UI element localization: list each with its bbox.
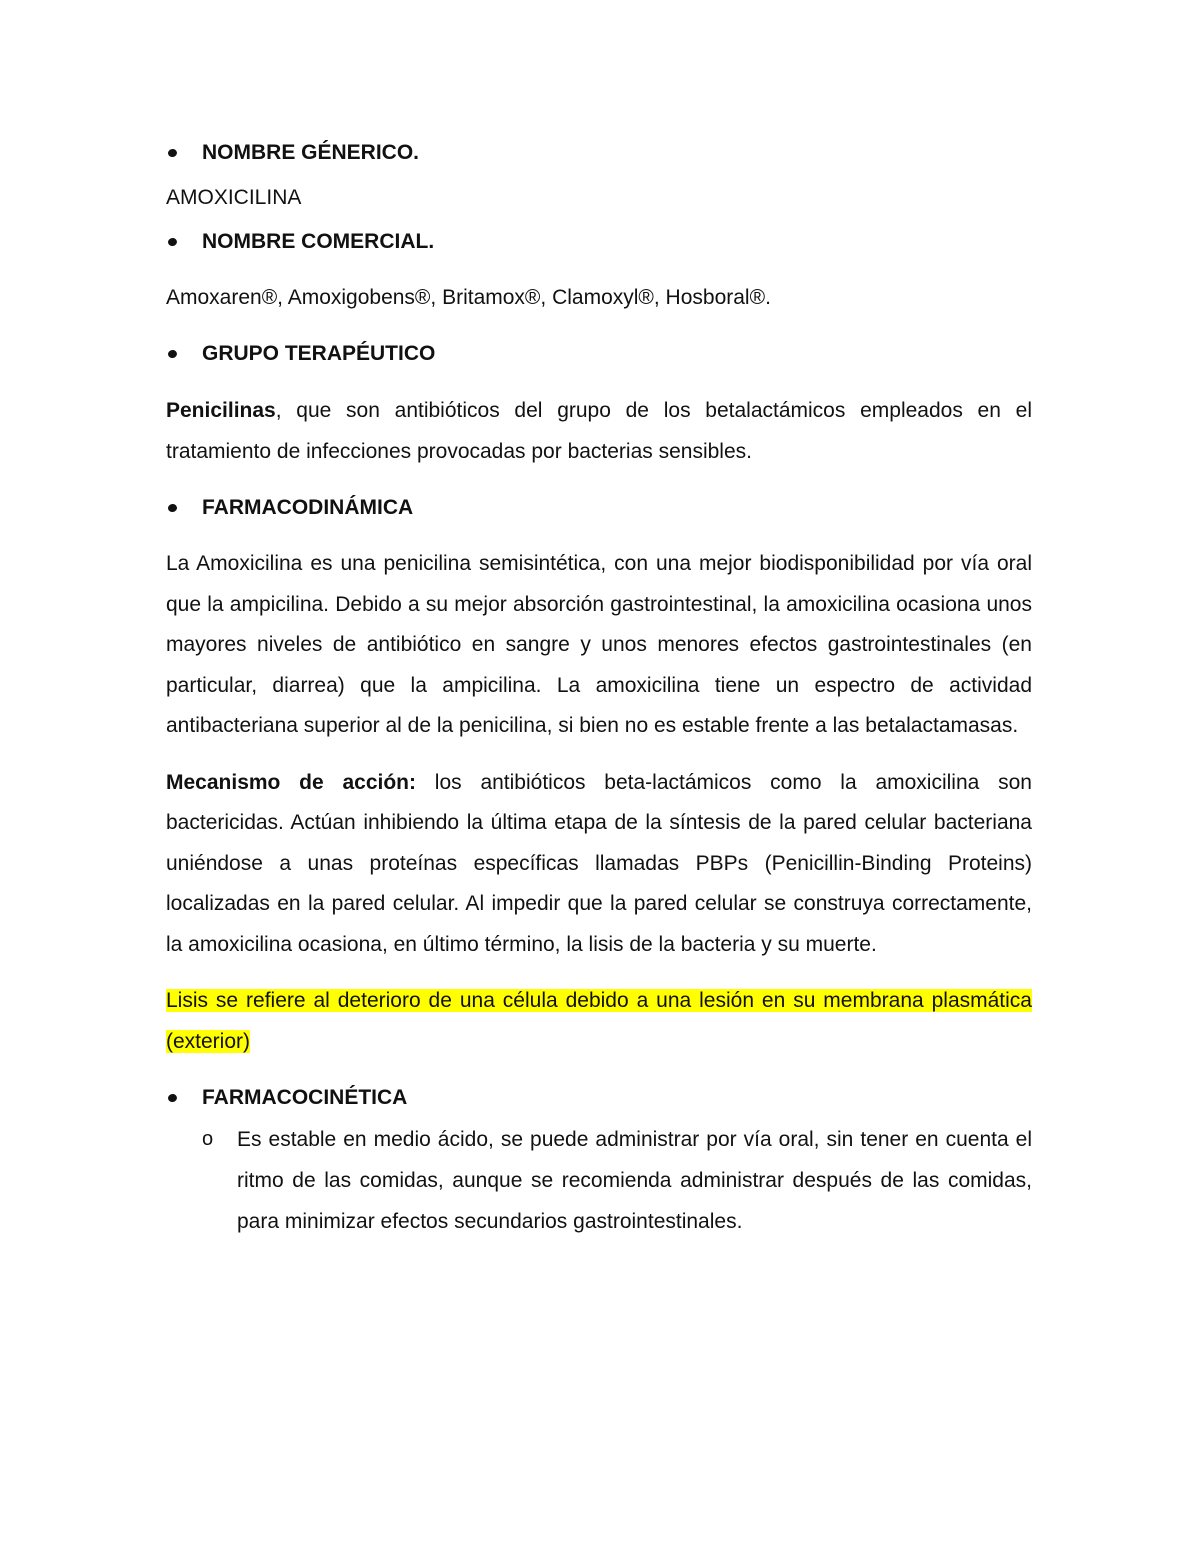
- sub-bullet-icon: o: [202, 1128, 214, 1150]
- therapeutic-group-paragraph: [166, 391, 1032, 472]
- heading-generic-name-label: NOMBRE GÉNERICO.: [202, 141, 420, 164]
- therapeutic-group-text: , que son antibióticos del grupo de los betalactámicos empleados en el tratamiento de infecciones provocadas por bacterias sensibles.: [166, 399, 1032, 463]
- mechanism-of-action-text: los antibióticos beta-lactámicos como la amoxicilina son bactericidas. Actúan inhibiendo la última etapa de la síntesis de la pared celular bacteriana uniéndose a unas proteínas específicas llamadas PBPs (Penicillin-Binding Proteins) localizadas en la pared celular. Al impedir que la pared celular se construya correctamente, la amoxicilina ocasiona, en último término, la lisis de la bacteria y su muerte.: [166, 770, 1032, 956]
- document-body: [166, 132, 1032, 1242]
- heading-commercial-name: [166, 222, 1032, 262]
- therapeutic-group-bold-lead: Penicilinas: [166, 399, 276, 422]
- generic-name-value: AMOXICILINA: [166, 186, 302, 209]
- pharmacodynamics-paragraph: La Amoxicilina es una penicilina semisintética, con una mejor biodisponibilidad por vía oral que la ampicilina. Debido a su mejor absorción gastrointestinal, la amoxicilina ocasiona unos mayores niveles de antibiótico en sangre y unos menores efectos gastrointestinales (en particular, diarrea) que la ampicilina. La amoxicilina tiene un espectro de actividad antibacteriana superior al de la penicilina, si bien no es estable frente a las betalactamasas.: [166, 552, 1032, 737]
- heading-pharmacodynamics-label: FARMACODINÁMICA: [202, 496, 414, 519]
- heading-generic-name: [166, 133, 1032, 173]
- heading-pharmacokinetics: [166, 1078, 1032, 1118]
- bullet-icon: [167, 148, 177, 158]
- mechanism-of-action-paragraph: [166, 763, 1032, 966]
- bullet-icon: [167, 349, 177, 359]
- commercial-name-value: Amoxaren®, Amoxigobens®, Britamox®, Clamoxyl®, Hosboral®.: [166, 286, 771, 309]
- heading-therapeutic-group: [166, 334, 1032, 374]
- pharmacokinetics-item-text: Es estable en medio ácido, se puede administrar por vía oral, sin tener en cuenta el ritmo de las comidas, aunque se recomienda administrar después de las comidas, para minimizar efectos secundarios gastrointestinales.: [237, 1128, 1032, 1233]
- lysis-note-paragraph: [166, 981, 1032, 1062]
- heading-pharmacodynamics: [166, 488, 1032, 528]
- heading-therapeutic-group-label: GRUPO TERAPÉUTICO: [202, 342, 436, 365]
- bullet-icon: [167, 503, 177, 513]
- heading-commercial-name-label: NOMBRE COMERCIAL.: [202, 230, 435, 253]
- mechanism-of-action-label: Mecanismo de acción:: [166, 770, 416, 794]
- heading-pharmacokinetics-label: FARMACOCINÉTICA: [202, 1086, 408, 1109]
- bullet-icon: [167, 237, 177, 247]
- lysis-note-highlight: Lisis se refiere al deterioro de una célula debido a una lesión en su membrana plasmática (exterior): [166, 989, 1032, 1053]
- pharmacokinetics-item: [166, 1119, 1032, 1242]
- bullet-icon: [167, 1093, 177, 1103]
